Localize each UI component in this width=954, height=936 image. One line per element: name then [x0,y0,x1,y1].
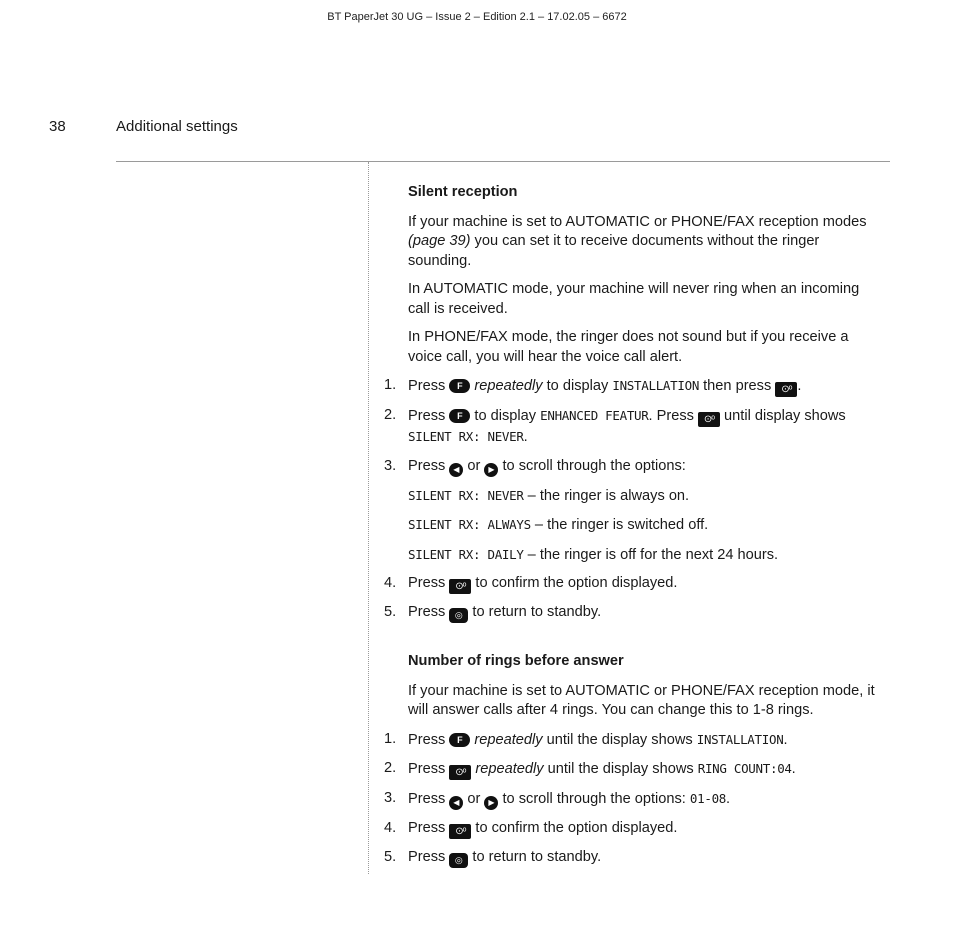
f-key-icon: F [449,379,470,393]
text: Press [408,378,450,394]
option-never [408,486,884,507]
display-code: INSTALLATION [696,731,784,747]
display-code: 01-08 [689,791,727,806]
text: or [463,791,485,807]
text: until the display shows [543,761,698,777]
text: . [783,731,788,748]
page-number: 38 [49,118,66,135]
ok-key-icon: ⊙ᵒ [449,579,471,594]
silent-reception-heading: Silent reception [408,184,518,200]
silent-steps [384,376,884,477]
silent-automatic-note: In AUTOMATIC mode, your machine will never ring when an incoming call is received. [408,281,860,317]
silent-intro [408,213,884,272]
text: Press [408,820,450,836]
ok-key-icon: ⊙ᵒ [449,824,471,839]
ok-key-icon: ⊙ᵒ [698,412,720,427]
text: . [797,378,802,394]
display-code: SILENT RX: NEVER [408,429,524,444]
main-content [384,183,884,877]
stop-key-icon: ◎ [449,608,468,623]
page-reference: (page 39) [408,233,471,249]
display-code: INSTALLATION [612,378,700,393]
text: to confirm the option displayed. [471,575,678,591]
right-arrow-icon: ▶ [484,796,498,810]
document-header: BT PaperJet 30 UG – Issue 2 – Edition 2.1 – 17.02.05 – 6672 [327,11,627,23]
text: to return to standby. [468,849,602,865]
list-item [384,789,884,810]
step-number: 3. [384,790,397,806]
step-number: 2. [384,760,397,776]
display-code: ENHANCED FEATUR [540,408,649,423]
step-number: 1. [384,377,397,393]
list-item [384,457,884,477]
step-number: 2. [384,407,397,423]
step-number: 5. [384,604,397,620]
text: Press [408,849,450,865]
text: until display shows [719,408,846,424]
silent-steps-cont [384,574,884,623]
text: . Press [648,408,698,424]
ok-key-icon: ⊙ᵒ [775,382,797,397]
text: . [523,429,528,445]
text: then press [699,378,776,394]
spacer [384,632,884,652]
text: – the ringer is switched off. [530,517,709,533]
horizontal-divider [116,161,890,162]
text: – the ringer is off for the next 24 hours. [523,546,779,563]
text: – the ringer is always on. [523,487,690,504]
text: Press [408,575,450,591]
text: Press [408,791,450,807]
silent-phonefax-note: In PHONE/FAX mode, the ringer does not sound but if you receive a voice call, you will hear the voice call alert. [408,329,849,365]
left-arrow-icon: ◀ [449,796,463,810]
vertical-divider [368,162,369,874]
f-key-icon: F [449,409,470,423]
list-item [384,759,884,780]
text: . [791,761,796,777]
section-title: Additional settings [116,118,238,135]
text: Press [408,731,450,748]
list-item [384,376,884,397]
rings-intro: If your machine is set to AUTOMATIC or PHONE/FAX reception mode, it will answer calls after 4 rings. You can change this to 1-8 rings. [408,682,875,718]
text: to scroll through the options: [498,791,690,807]
text: repeatedly [475,761,544,777]
list-item [384,819,884,839]
step-number: 3. [384,457,397,474]
rings-steps [384,730,884,869]
list-item [384,730,884,751]
text: repeatedly [474,378,543,394]
text: to return to standby. [468,604,602,620]
list-item [384,406,884,448]
display-code: SILENT RX: ALWAYS [408,517,531,532]
text: to display [470,408,541,424]
text: until the display shows [542,731,697,748]
text: If your machine is set to AUTOMATIC or PHONE/FAX reception modes [408,213,867,230]
step-number: 1. [384,730,397,747]
text: to confirm the option displayed. [471,820,678,836]
text: repeatedly [474,731,543,748]
text: Press [408,457,450,474]
ok-key-icon: ⊙ᵒ [449,765,471,780]
text: Press [408,408,450,424]
text: you can set it to receive documents without the ringer sounding. [408,233,820,269]
text: Press [408,604,450,620]
list-item [384,848,884,868]
right-arrow-icon: ▶ [484,463,498,477]
display-code: RING COUNT:04 [697,761,792,776]
text: . [726,791,731,807]
option-daily [408,545,884,566]
step-number: 4. [384,575,397,591]
text: Press [408,761,450,777]
list-item [384,603,884,623]
display-code: SILENT RX: NEVER [408,487,524,503]
display-code: SILENT RX: DAILY [408,546,524,562]
list-item [384,574,884,594]
f-key-icon: F [449,733,470,747]
text: to display [542,378,613,394]
text: or [463,457,485,474]
text: to scroll through the options: [498,457,686,474]
left-arrow-icon: ◀ [449,463,463,477]
rings-heading: Number of rings before answer [408,653,624,669]
step-number: 5. [384,849,397,865]
option-always [408,515,884,536]
stop-key-icon: ◎ [449,853,468,868]
step-number: 4. [384,820,397,836]
